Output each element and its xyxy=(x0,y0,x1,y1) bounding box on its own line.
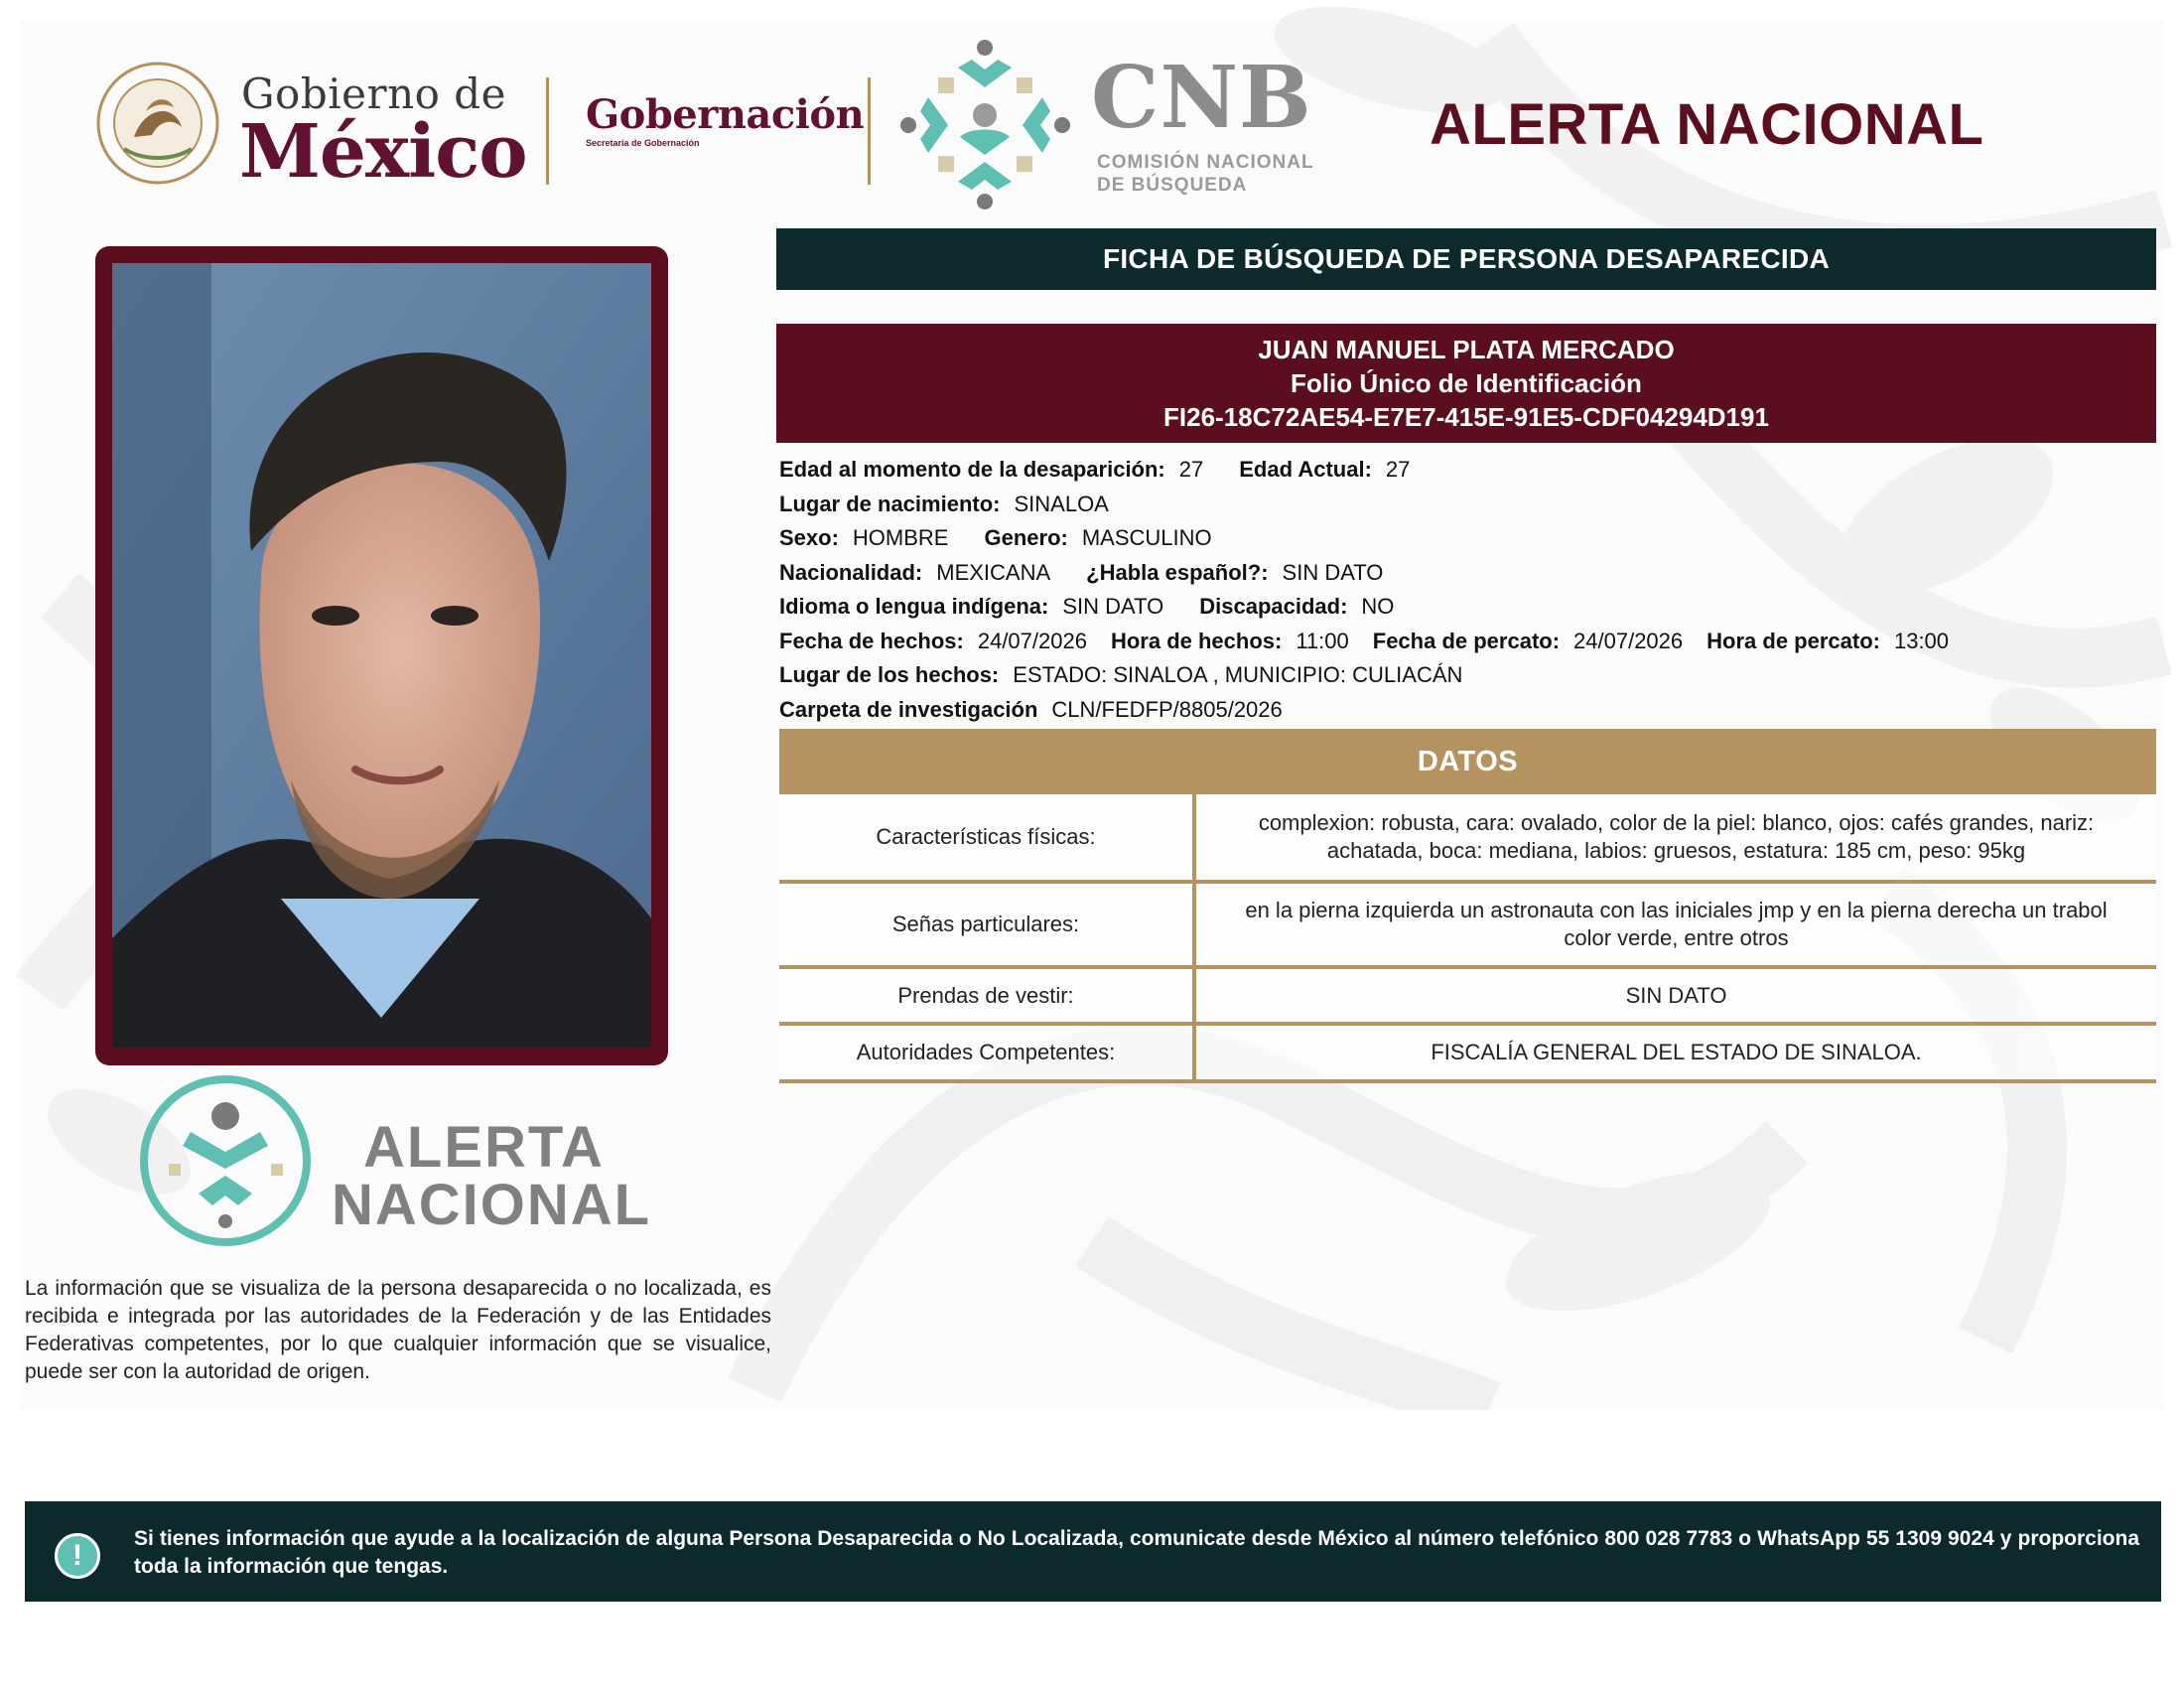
fact-row xyxy=(779,556,2159,591)
alerta-logo-line2: NACIONAL xyxy=(332,1173,652,1237)
gobierno-line1: Gobierno de xyxy=(241,70,507,118)
header-divider xyxy=(868,77,871,185)
person-identity-box xyxy=(776,324,2156,443)
gobierno-line2: México xyxy=(239,109,527,195)
fact-value: 11:00 xyxy=(1296,628,1349,653)
fact-label: Sexo: xyxy=(779,525,839,551)
datos-value: complexion: robusta, cara: ovalado, color de la piel: blanco, ojos: cafés grandes, nariz: achatada, boca: mediana, labios: gruesos, estatura: 185 cm, peso: 95kg xyxy=(1258,810,2095,863)
fact-row xyxy=(779,453,2159,488)
fact-label: Carpeta de investigación xyxy=(779,696,1038,722)
folio-number: FI26-18C72AE54-E7E7-415E-91E5-CDF04294D191 xyxy=(1163,402,1769,432)
footer-contact-banner xyxy=(25,1501,2161,1602)
fact-value: 27 xyxy=(1178,457,1204,483)
datos-key: Autoridades Competentes: xyxy=(779,1026,1196,1079)
alerta-nacional-emblem-icon xyxy=(139,1074,313,1248)
fact-label: Nacionalidad: xyxy=(779,559,923,585)
fact-value: 27 xyxy=(1385,457,1411,483)
datos-header: DATOS xyxy=(779,729,2156,794)
fact-label: Edad Actual: xyxy=(1239,457,1372,483)
fact-value: 24/07/2026 xyxy=(977,628,1087,653)
fact-value: ESTADO: SINALOA , MUNICIPIO: CULIACÁN xyxy=(1013,662,1463,688)
person-facts xyxy=(779,453,2159,727)
fact-value: CLN/FEDFP/8805/2026 xyxy=(1051,696,1283,722)
gobernacion-title: Gobernación xyxy=(586,91,865,138)
fact-value: SIN DATO xyxy=(1062,594,1164,620)
datos-row xyxy=(779,1026,2156,1083)
datos-key: Señas particulares: xyxy=(779,884,1196,965)
datos-value: en la pierna izquierda un astronauta con las iniciales jmp y en la pierna derecha un trabol color verde, entre otros xyxy=(1245,898,2108,950)
header-divider xyxy=(546,77,549,185)
fact-value: NO xyxy=(1361,594,1395,620)
fact-value: SINALOA xyxy=(1014,491,1109,516)
alerta-nacional-logo xyxy=(139,1074,675,1253)
national-seal-icon xyxy=(94,58,221,189)
datos-key: Características físicas: xyxy=(779,794,1196,880)
missing-person-photo xyxy=(112,263,651,1048)
fact-label: Idioma o lengua indígena: xyxy=(779,594,1049,620)
fact-row xyxy=(779,521,2159,556)
cnb-subtitle-line1: COMISIÓN NACIONAL xyxy=(1097,152,1314,173)
cnb-subtitle-line2: DE BÚSQUEDA xyxy=(1097,175,1248,196)
cnb-emblem-icon xyxy=(898,38,1072,211)
datos-value: SIN DATO xyxy=(1625,982,1727,1008)
disclaimer-text: La información que se visualiza de la persona desaparecida o no localizada, es recibida e integrada por las autoridades de la Federación y de las Entidades Federativas competentes, por lo que cualquier información que se visualice, puede ser con la autoridad de origen. xyxy=(25,1277,771,1383)
fact-label: Fecha de hechos: xyxy=(779,628,964,653)
fact-row xyxy=(779,488,2159,522)
datos-row xyxy=(779,794,2156,884)
person-name: JUAN MANUEL PLATA MERCADO xyxy=(1258,335,1675,364)
fact-value: MEXICANA xyxy=(936,559,1051,585)
fact-value: 13:00 xyxy=(1893,628,1950,653)
fact-row xyxy=(779,625,2159,659)
fact-row xyxy=(779,658,2159,693)
datos-row xyxy=(779,884,2156,969)
datos-value: FISCALÍA GENERAL DEL ESTADO DE SINALOA. xyxy=(1431,1040,1922,1064)
fact-label: Fecha de percato: xyxy=(1372,628,1561,653)
fact-label: Edad al momento de la desaparición: xyxy=(779,457,1165,483)
footer-contact-text: Si tienes información que ayude a la localización de alguna Persona Desaparecida o No Localizada, comunicate desde México al número telefónico 800 028 7783 o WhatsApp 55 1309 9024 y proporciona toda la información que tengas. xyxy=(134,1527,2139,1578)
cnb-wordmark: CNB xyxy=(1091,48,1312,148)
cnb-logo xyxy=(898,38,1345,211)
fact-label: Hora de percato: xyxy=(1706,628,1880,653)
gobernacion-logo xyxy=(586,91,865,151)
fact-label: Lugar de nacimiento: xyxy=(779,491,1001,516)
fact-label: Genero: xyxy=(984,525,1068,551)
fact-label: ¿Habla español?: xyxy=(1086,559,1269,585)
gobernacion-subtitle: Secretaría de Gobernación xyxy=(586,138,700,148)
fact-value: 24/07/2026 xyxy=(1573,628,1684,653)
exclamation-icon: ! xyxy=(55,1533,100,1579)
fact-value: HOMBRE xyxy=(852,525,949,551)
fact-label: Hora de hechos: xyxy=(1110,628,1283,653)
fact-value: MASCULINO xyxy=(1081,525,1212,551)
fact-row xyxy=(779,590,2159,625)
folio-label: Folio Único de Identificación xyxy=(1291,368,1642,398)
ficha-header: FICHA DE BÚSQUEDA DE PERSONA DESAPARECIDA xyxy=(776,228,2156,290)
datos-key: Prendas de vestir: xyxy=(779,969,1196,1022)
fact-value: SIN DATO xyxy=(1282,559,1384,585)
fact-label: Discapacidad: xyxy=(1199,594,1348,620)
page-title: ALERTA NACIONAL xyxy=(1430,92,1984,157)
alerta-logo-line1: ALERTA xyxy=(363,1115,605,1180)
photo-frame xyxy=(95,246,668,1065)
datos-table xyxy=(779,794,2156,1083)
gobierno-de-mexico-logo xyxy=(94,58,531,197)
fact-label: Lugar de los hechos: xyxy=(779,662,1000,688)
fact-row xyxy=(779,693,2159,728)
datos-row xyxy=(779,969,2156,1026)
portrait-placeholder-icon xyxy=(112,263,651,1048)
